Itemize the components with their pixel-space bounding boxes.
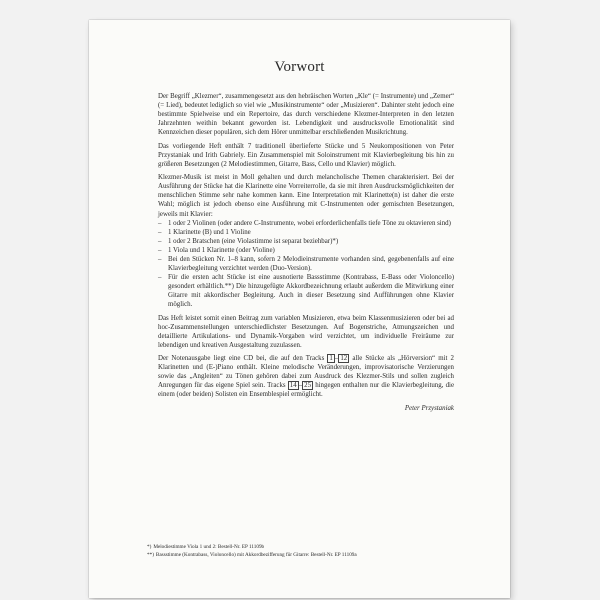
footnote-text: Bassstimme (Kontrabass, Violoncello) mit Akkordbezifferung für Gitarre: Bestell-Nr. EP 11109a	[155, 552, 357, 558]
track-number-box: 1	[329, 355, 333, 363]
author-signature: Peter Przystaniak	[404, 404, 454, 412]
document-page	[89, 20, 510, 598]
cd-text-middle: alle Stücke als „Hörversion“ mit 2 Klarinetten und (E-)Piano enthält. Kleine melodische Veränderungen, improvisatorische Verzierungen sowie das „Angleiten“ zu Tönen gehören dabei zum Ausdruck des Klezmer-Stils und sollen zugleich Anregungen für das eigene Spiel sein. Tracks	[158, 355, 454, 390]
track-range-dash: –	[334, 355, 339, 363]
footnote-mark: **)	[147, 552, 154, 558]
list-item: – Bei den Stücken Nr. 1–8 kann, sofern 2 Melodieinstrumente vorhanden sind, gegebenenfalls auf eine Klavierbegleitung verzichtet werden (Duo-Version).	[158, 255, 454, 273]
track-number-box: 25	[304, 382, 312, 390]
instrumentation-list	[158, 219, 454, 310]
footnote	[147, 551, 477, 559]
footnote	[147, 543, 477, 551]
track-number-box: 14	[289, 382, 297, 390]
list-item: – 1 oder 2 Violinen (oder andere C-Instrumente, wobei erforderlichenfalls tiefe Töne zu oktavieren sind)	[158, 219, 454, 228]
page-title: Vorwort	[274, 59, 325, 75]
paragraph-instrumentation: Klezmer-Musik ist meist in Moll gehalten und durch melancholische Themen charakterisiert. Bei der Ausführung der Stücke hat die Klarinette eine Vorreiterrolle, da sie mit ihren Ausdrucksmöglichkeiten der menschlichen Stimme sehr nahe kommen kann. Eine Interpretation mit Klarinette(n) ist daher die erste Wahl; möglich ist jedoch ebenso eine Ausführung mit C-Instrumenten oder gemischten Besetzungen, jeweils mit Klavier:	[158, 174, 454, 218]
list-item: – Für die ersten acht Stücke ist eine ausnotierte Bassstimme (Kontrabass, E-Bass oder Violoncello) gesondert erhältlich.**) Die hinzugefügte Akkordbezeichnung erlaubt außerdem die Mitwirkung einer Gitarre mit akkordischer Begleitung. Auch in dieser Besetzung sind Aufführungen ohne Klavier möglich.	[158, 273, 454, 309]
footnote-mark: *)	[147, 544, 152, 550]
footnotes	[147, 543, 477, 559]
paragraph-cd	[158, 354, 454, 399]
track-number-box: 12	[340, 355, 348, 363]
list-item: – 1 oder 2 Bratschen (eine Violastimme ist separat beziehbar)*)	[158, 237, 454, 246]
track-range-dash: –	[298, 382, 303, 390]
foreword-body	[158, 92, 454, 413]
cd-text-start: Der Notenausgabe liegt eine CD bei, die auf den Tracks	[158, 355, 325, 363]
list-item: – 1 Klarinette (B) und 1 Violine	[158, 228, 454, 237]
list-item: – 1 Viola und 1 Klarinette (oder Violine)	[158, 246, 454, 255]
paragraph-intro: Der Begriff „Klezmer“, zusammengesetzt aus den hebräischen Worten „Kle“ (= Instrumente) und „Zemer“ (= Lied), bedeutet lediglich so viel wie „Musikinstrumente“ oder „Musizieren“. Dahinter steht jedoch eine bestimmte Spielweise und ein Repertoire, das durch verschiedene Klezmer-Interpreten in den letzten Jahrzehnten weithin bekannt geworden ist. Lebendigkeit und ausdrucksvolle Emotionalität sind Kennzeichen dieser populären, sich dem Hörer unmittelbar erschließenden Musikrichtung.	[158, 93, 454, 137]
footnote-text: Melodiestimme Viola 1 und 2: Bestell-Nr. EP 11109b	[153, 544, 265, 550]
cd-text-end: hingegen enthalten nur die Klavierbegleitung, die einem (oder beiden) Solisten ein Ensemblespiel ermöglicht.	[158, 382, 454, 399]
paragraph-contents: Das vorliegende Heft enthält 7 traditionell überlieferte Stücke und 5 Neukompositionen von Peter Przystaniak und Irith Gabriely. Ein Zusammenspiel mit Soloinstrument mit Klavierbegleitung bis hin zu größeren Besetzungen (2 Melodiestimmen, Gitarre, Bass, Cello und Klavier) möglich.	[158, 142, 454, 168]
paragraph-purpose: Das Heft leistet somit einen Beitrag zum variablen Musizieren, etwa beim Klassenmusizieren oder bei ad hoc-Zusammenstellungen unterschiedlichster Besetzungen. Auf Bogenstriche, Atmungszeichen und detaillierte Artikulations- und Dynamik-Vorgaben wird verzichtet, um individuelle Freiräume zur lebendigen und kreativen Ausgestaltung zuzulassen.	[158, 314, 454, 349]
